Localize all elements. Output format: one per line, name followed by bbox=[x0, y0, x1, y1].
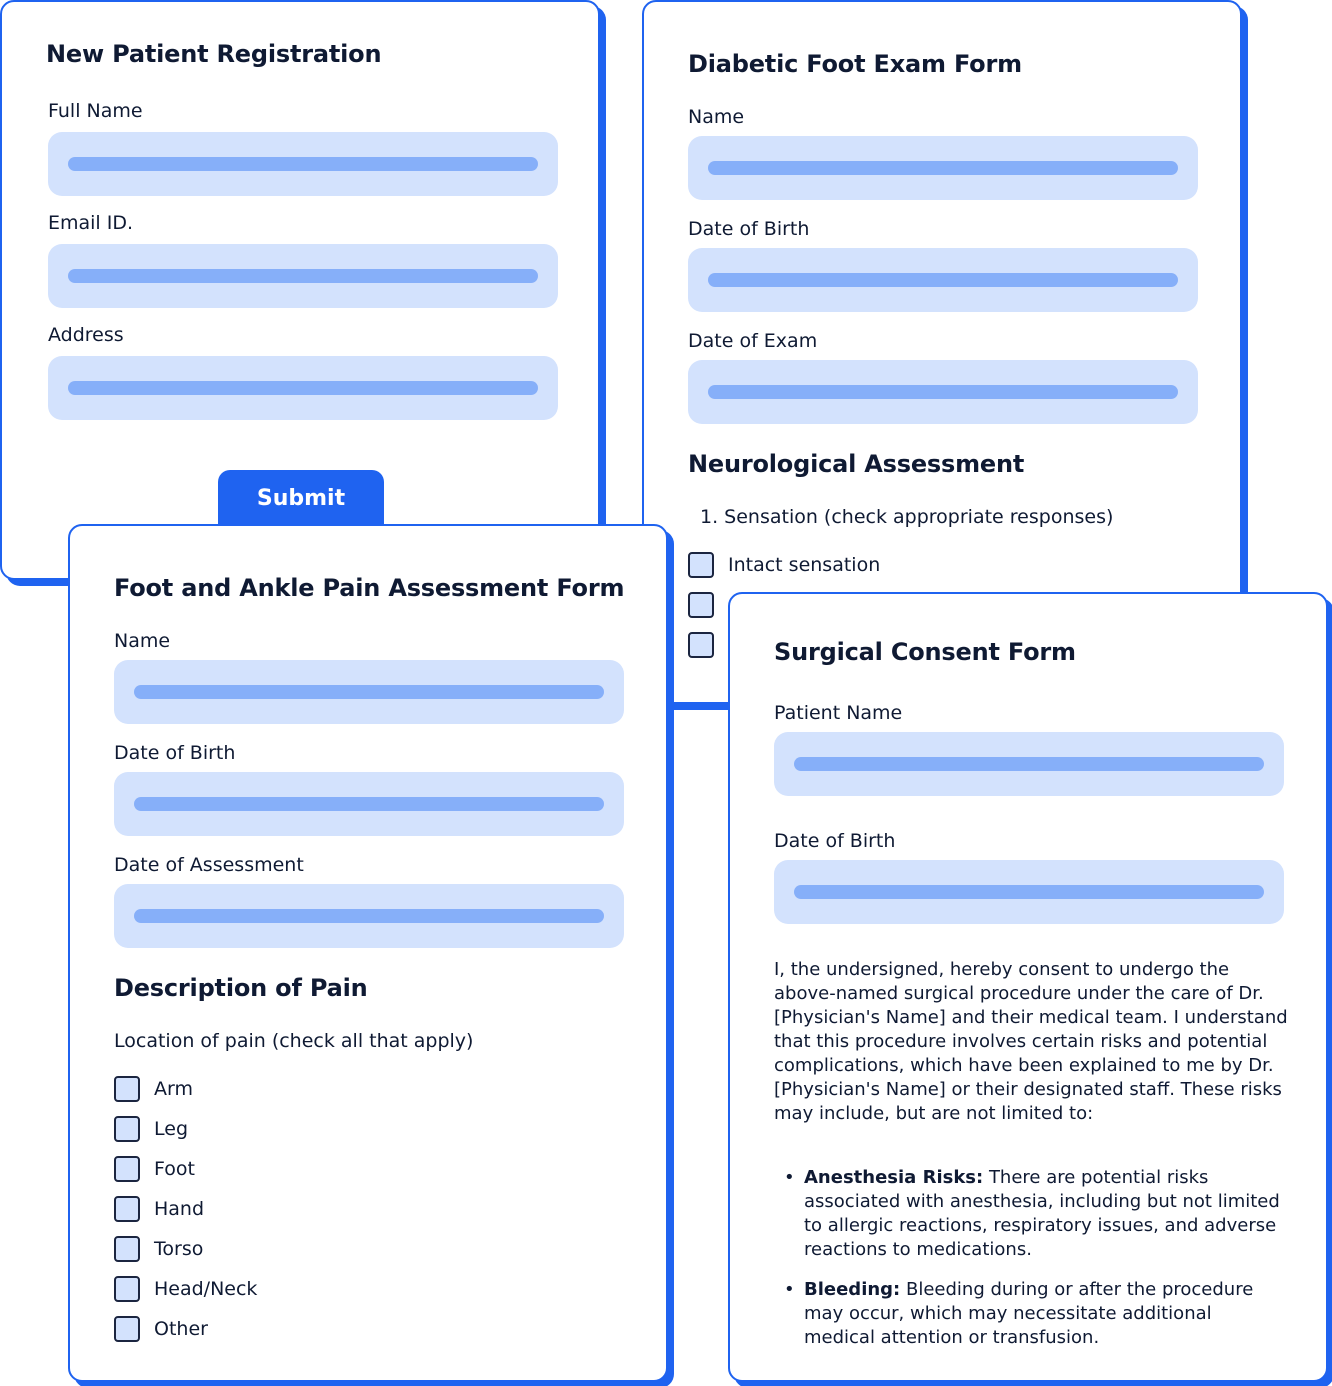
checkbox-label: Foot bbox=[154, 1158, 195, 1180]
checkbox[interactable] bbox=[688, 592, 714, 618]
risk-item-anesthesia bbox=[774, 1166, 1288, 1262]
registration-form-card bbox=[0, 0, 600, 580]
foot-ankle-form-title: Foot and Ankle Pain Assessment Form bbox=[114, 574, 625, 602]
field-placeholder-bar bbox=[708, 385, 1178, 399]
checkbox-option-foot[interactable] bbox=[114, 1156, 314, 1186]
field-placeholder-bar bbox=[134, 685, 604, 699]
field-placeholder-bar bbox=[68, 381, 538, 395]
date-of-birth-input[interactable] bbox=[114, 772, 624, 836]
checkbox[interactable] bbox=[114, 1276, 140, 1302]
date-of-birth-input[interactable] bbox=[774, 860, 1284, 924]
checkbox-option-arm[interactable] bbox=[114, 1076, 314, 1106]
date-of-assessment-input[interactable] bbox=[114, 884, 624, 948]
checkbox-label: Hand bbox=[154, 1198, 205, 1220]
checkbox-option[interactable] bbox=[688, 592, 728, 622]
neurological-assessment-heading: Neurological Assessment bbox=[688, 450, 1025, 478]
checkbox-option[interactable] bbox=[688, 632, 728, 662]
date-of-birth-label: Date of Birth bbox=[114, 742, 236, 764]
name-label: Name bbox=[688, 106, 745, 128]
surgical-consent-card bbox=[728, 592, 1328, 1382]
field-placeholder-bar bbox=[134, 909, 604, 923]
checkbox[interactable] bbox=[688, 632, 714, 658]
sensation-question: 1. Sensation (check appropriate responses) bbox=[700, 506, 1114, 528]
description-of-pain-heading: Description of Pain bbox=[114, 974, 368, 1002]
checkbox-label: Intact sensation bbox=[728, 554, 881, 576]
email-label: Email ID. bbox=[48, 212, 134, 234]
field-placeholder-bar bbox=[794, 885, 1264, 899]
name-label: Name bbox=[114, 630, 171, 652]
checkbox-label: Leg bbox=[154, 1118, 189, 1140]
field-placeholder-bar bbox=[68, 157, 538, 171]
checkbox-label: Torso bbox=[154, 1238, 204, 1260]
date-of-birth-input[interactable] bbox=[688, 248, 1198, 312]
address-label: Address bbox=[48, 324, 124, 346]
diabetic-form-title: Diabetic Foot Exam Form bbox=[688, 50, 1022, 78]
checkbox[interactable] bbox=[114, 1316, 140, 1342]
foot-ankle-pain-card bbox=[68, 524, 668, 1382]
date-of-exam-input[interactable] bbox=[688, 360, 1198, 424]
checkbox[interactable] bbox=[114, 1236, 140, 1262]
risk-term: Anesthesia Risks: bbox=[804, 1167, 984, 1188]
checkbox-label: Head/Neck bbox=[154, 1278, 258, 1300]
checkbox[interactable] bbox=[114, 1116, 140, 1142]
full-name-label: Full Name bbox=[48, 100, 143, 122]
checkbox-option-other[interactable] bbox=[114, 1316, 314, 1346]
consent-form-title: Surgical Consent Form bbox=[774, 638, 1076, 666]
registration-form-title: New Patient Registration bbox=[46, 40, 382, 68]
name-input[interactable] bbox=[688, 136, 1198, 200]
date-of-exam-label: Date of Exam bbox=[688, 330, 818, 352]
checkbox-label: Arm bbox=[154, 1078, 193, 1100]
email-input[interactable] bbox=[48, 244, 558, 308]
name-input[interactable] bbox=[114, 660, 624, 724]
date-of-assessment-label: Date of Assessment bbox=[114, 854, 304, 876]
checkbox-option-torso[interactable] bbox=[114, 1236, 314, 1266]
field-placeholder-bar bbox=[708, 273, 1178, 287]
risk-text: There are potential risks associated with anesthesia, including but not limited to allergic reactions, respiratory issues, and adverse reactions to medications. bbox=[804, 1167, 1280, 1260]
checkbox-option-head-neck[interactable] bbox=[114, 1276, 314, 1306]
risk-list bbox=[774, 1166, 1288, 1366]
consent-paragraph: I, the undersigned, hereby consent to undergo the above-named surgical procedure under the care of Dr. [Physician's Name] and their medical team. I understand that this procedure involves certain risks and potential complications, which have been explained to me by Dr. [Physician's Name] or their designated staff. These risks may include, but are not limited to: bbox=[774, 959, 1288, 1124]
checkbox-option-intact-sensation[interactable] bbox=[688, 552, 988, 582]
field-placeholder-bar bbox=[134, 797, 604, 811]
risk-item-bleeding bbox=[774, 1278, 1288, 1350]
submit-button[interactable]: Submit bbox=[218, 470, 384, 526]
checkbox-option-hand[interactable] bbox=[114, 1196, 314, 1226]
field-placeholder-bar bbox=[68, 269, 538, 283]
checkbox-label: Other bbox=[154, 1318, 208, 1340]
date-of-birth-label: Date of Birth bbox=[774, 830, 896, 852]
risk-text: Bleeding during or after the procedure may occur, which may necessitate additional medical attention or transfusion. bbox=[804, 1279, 1254, 1348]
field-placeholder-bar bbox=[794, 757, 1264, 771]
checkbox[interactable] bbox=[688, 552, 714, 578]
checkbox[interactable] bbox=[114, 1076, 140, 1102]
patient-name-input[interactable] bbox=[774, 732, 1284, 796]
date-of-birth-label: Date of Birth bbox=[688, 218, 810, 240]
checkbox[interactable] bbox=[114, 1196, 140, 1222]
pain-location-question: Location of pain (check all that apply) bbox=[114, 1030, 474, 1052]
checkbox[interactable] bbox=[114, 1156, 140, 1182]
checkbox-option-leg[interactable] bbox=[114, 1116, 314, 1146]
address-input[interactable] bbox=[48, 356, 558, 420]
field-placeholder-bar bbox=[708, 161, 1178, 175]
risk-term: Bleeding: bbox=[804, 1279, 901, 1300]
full-name-input[interactable] bbox=[48, 132, 558, 196]
patient-name-label: Patient Name bbox=[774, 702, 903, 724]
